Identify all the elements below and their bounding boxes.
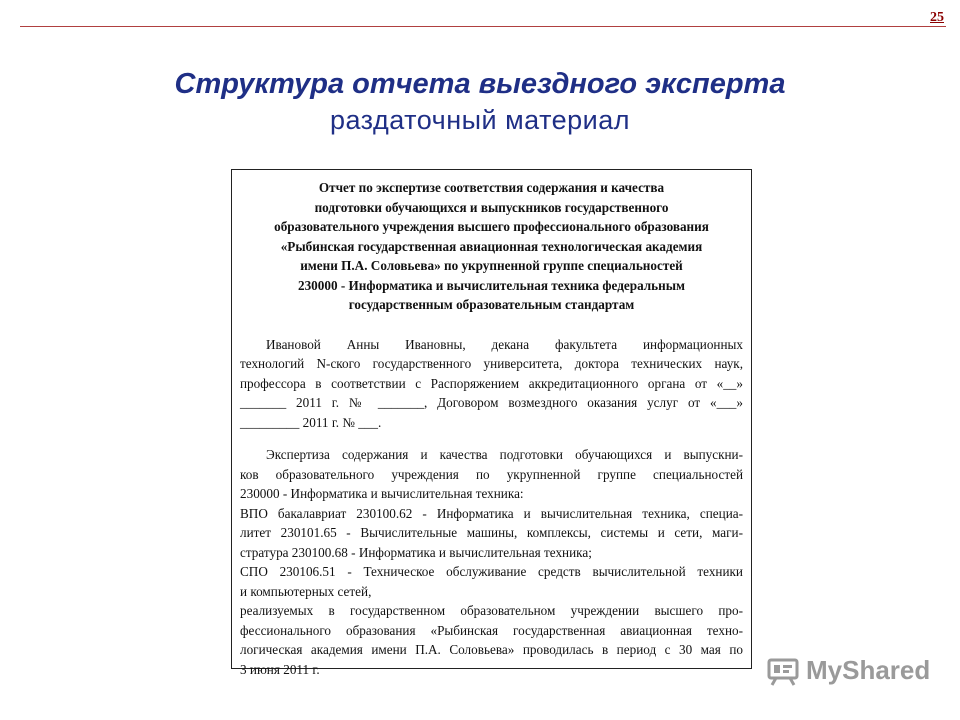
expert-paragraph <box>240 335 743 433</box>
paragraph-line: профессора в соответствии с Распоряжением аккредитационного органа от «__» <box>240 375 743 391</box>
heading-line: «Рыбинская государственная авиационная технологическая академия <box>280 238 703 254</box>
top-rule <box>20 26 946 27</box>
paragraph-line: и компьютерных сетей, <box>240 583 372 599</box>
paragraph-line: технологий N-ского государственного университета, доктора технических наук, <box>240 356 743 371</box>
heading-line: 230000 - Информатика и вычислительная техника федеральным <box>297 277 686 293</box>
heading-line: имени П.А. Соловьева» по укрупненной группе специальностей <box>300 258 683 273</box>
paragraph-line: стратура 230100.68 - Информатика и вычислительная техника; <box>240 544 592 560</box>
paragraph-line: Экспертиза содержания и качества подготовки обучающихся и выпускни- <box>266 447 743 462</box>
paragraph-line: логическая академия имени П.А. Соловьева» проводилась в период с 30 мая по <box>240 642 743 657</box>
document-image <box>231 169 752 677</box>
heading-line: государственным образовательным стандартам <box>348 297 635 312</box>
spacer <box>240 432 743 445</box>
paragraph-line: _______ 2011 г. № _______, Договором возмездного оказания услуг от «___» <box>240 395 743 410</box>
paragraph-line: Ивановой Анны Ивановны, декана факультета информационных <box>266 336 743 352</box>
paragraph-line: 230000 - Информатика и вычислительная техника: <box>240 486 524 501</box>
paragraph-line: ков образовательного учреждения по укрупненной группе специальностей <box>240 466 743 482</box>
presentation-board-icon <box>766 656 800 686</box>
paragraph-line: _________ 2011 г. № ___. <box>240 414 382 430</box>
paragraph-line: СПО 230106.51 - Техническое обслуживание средств вычислительной техники <box>240 564 743 579</box>
heading-line: образовательного учреждения высшего профессионального образования <box>274 219 709 234</box>
paragraph-line: фессионального образования «Рыбинская государственная авиационная техно- <box>240 622 743 638</box>
paragraph-line: 3 июня 2011 г. <box>240 661 320 677</box>
slide-title: Структура отчета выездного эксперта <box>174 68 786 100</box>
watermark <box>766 655 930 686</box>
title-block <box>0 66 960 138</box>
page-number: 25 <box>930 10 944 25</box>
slide-subtitle: раздаточный материал <box>329 105 631 135</box>
spacer <box>240 315 743 335</box>
watermark-text: MyShared <box>806 655 931 685</box>
paragraph-line: литет 230101.65 - Вычислительные машины, комплексы, системы и сети, маги- <box>240 525 743 540</box>
paragraph-line: ВПО бакалавриат 230100.62 - Информатика и вычислительная техника, специа- <box>240 505 743 521</box>
heading-line: Отчет по экспертизе соответствия содержания и качества <box>318 180 665 195</box>
paragraph-line: реализуемых в государственном образовательном учреждении высшего про- <box>240 603 743 618</box>
heading-line: подготовки обучающихся и выпускников государственного <box>314 199 669 215</box>
expertise-paragraph <box>240 445 743 679</box>
document-heading <box>240 178 743 315</box>
